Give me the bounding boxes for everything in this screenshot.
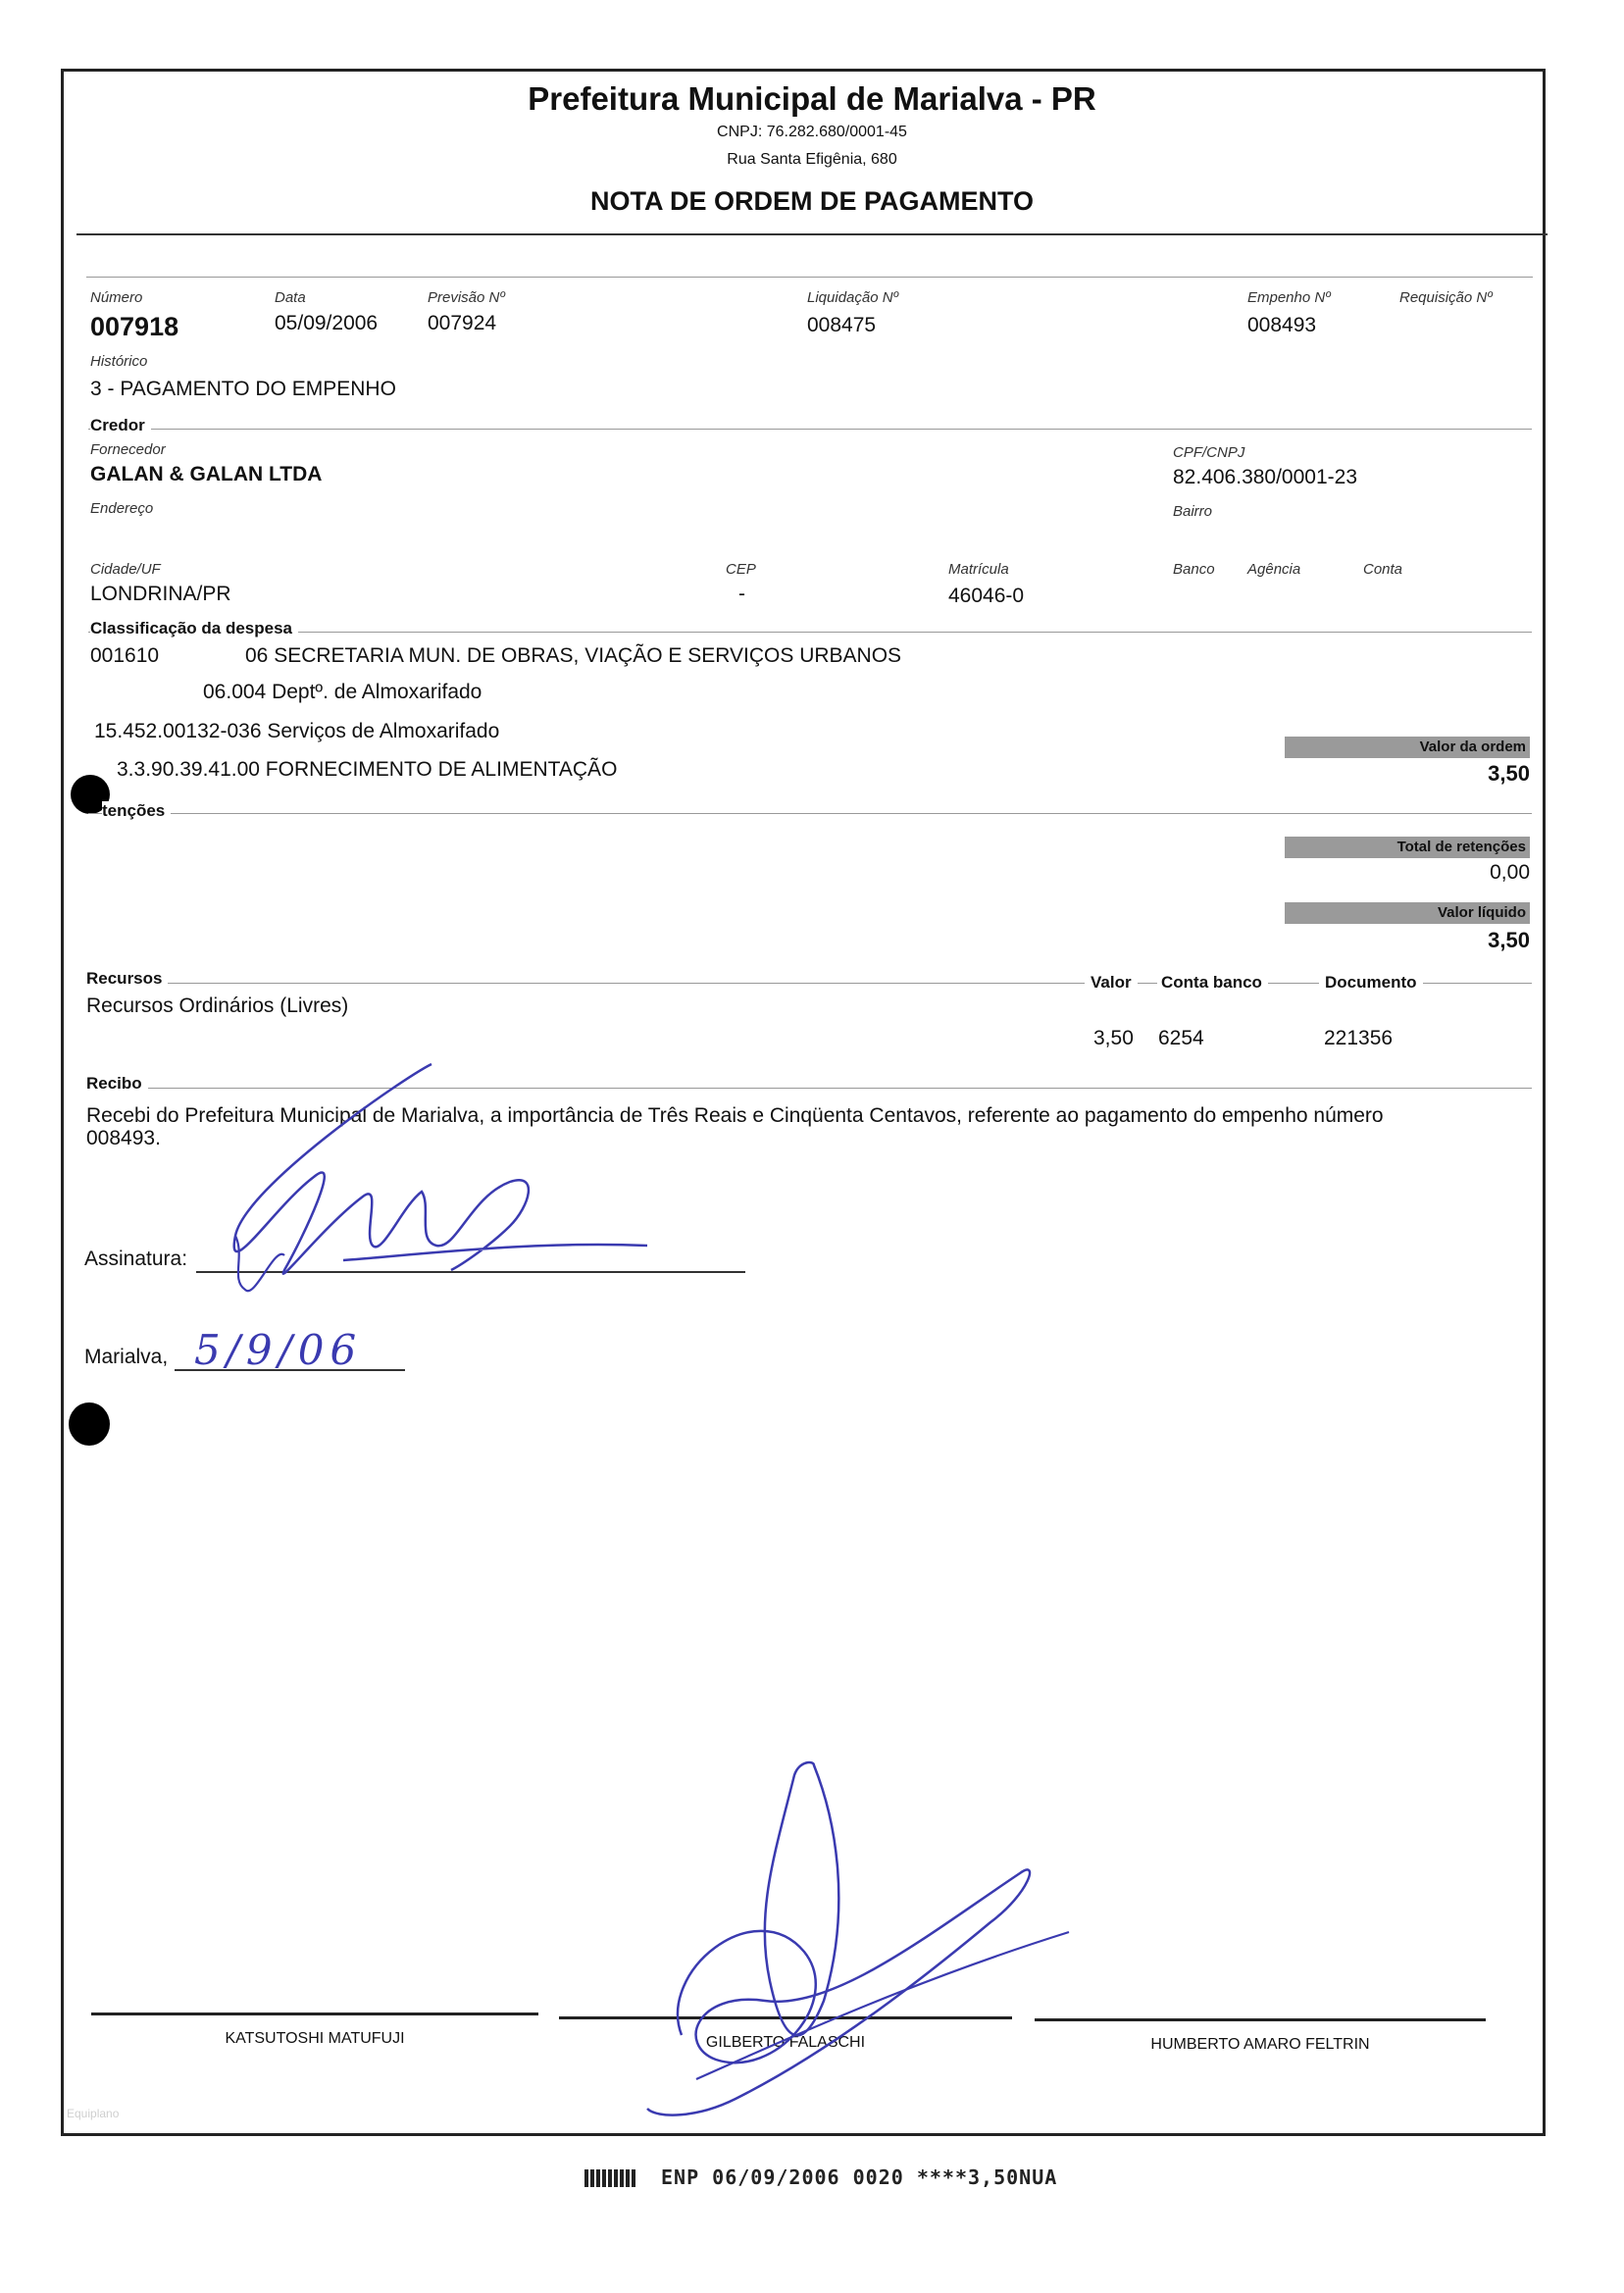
requisicao-label: Requisição Nº [1399, 289, 1493, 306]
cidade-value: LONDRINA/PR [90, 583, 231, 605]
header-divider [76, 233, 1548, 235]
bank-stamp-barcode [584, 2169, 635, 2187]
cep-label: CEP [726, 561, 756, 578]
cpf-value: 82.406.380/0001-23 [1173, 466, 1358, 488]
document-title: NOTA DE ORDEM DE PAGAMENTO [589, 186, 1034, 216]
credor-rule [88, 429, 1532, 430]
signatory-2-name: GILBERTO FALASCHI [705, 2034, 866, 2051]
retencoes-rule [88, 813, 1532, 814]
total-retencoes-value: 0,00 [1490, 861, 1530, 884]
liquidacao-value: 008475 [807, 314, 877, 336]
cidade-label: Cidade/UF [90, 561, 161, 578]
recipient-signature [216, 1059, 667, 1314]
empenho-value: 008493 [1247, 314, 1317, 336]
recursos-rule [88, 983, 1532, 984]
cpf-label: CPF/CNPJ [1173, 444, 1245, 461]
total-retencoes-label: Total de retenções [1285, 837, 1530, 858]
recibo-heading: Recibo [86, 1074, 148, 1094]
classificacao-funcional: 15.452.00132-036 Serviços de Almoxarifado [94, 720, 500, 742]
data-label: Data [275, 289, 306, 306]
classificacao-rule [88, 632, 1532, 633]
banco-label: Banco [1173, 561, 1215, 578]
recursos-fonte: Recursos Ordinários (Livres) [86, 994, 349, 1017]
matricula-label: Matrícula [948, 561, 1009, 578]
assinatura-label: Assinatura: [84, 1248, 188, 1270]
previsao-label: Previsão Nº [428, 289, 505, 306]
signature-line-3 [1035, 2018, 1486, 2021]
authorizer-signature [637, 1756, 1089, 2128]
signature-line-1 [91, 2013, 538, 2015]
recursos-conta-header: Conta banco [1157, 973, 1268, 993]
valor-liquido-value: 3,50 [1488, 928, 1530, 952]
handwritten-date: 5/9/06 [194, 1326, 363, 1374]
historico-label: Histórico [90, 353, 148, 370]
recursos-heading: Recursos [86, 969, 168, 989]
classificacao-code: 001610 [90, 644, 160, 667]
cep-value: - [738, 583, 745, 605]
top-rule [86, 277, 1533, 278]
recursos-documento-header: Documento [1319, 973, 1423, 993]
matricula-value: 46046-0 [948, 585, 1025, 607]
valor-liquido-label: Valor líquido [1285, 902, 1530, 924]
agencia-label: Agência [1247, 561, 1301, 578]
valor-ordem-value: 3,50 [1488, 761, 1530, 786]
header-cnpj: CNPJ: 76.282.680/0001-45 [717, 124, 907, 140]
recursos-documento: 221356 [1324, 1027, 1394, 1049]
previsao-value: 007924 [428, 312, 497, 334]
classificacao-secretaria: 06 SECRETARIA MUN. DE OBRAS, VIAÇÃO E SERVIÇOS URBANOS [245, 644, 902, 667]
bank-stamp: ENP 06/09/2006 0020 ****3,50NUA [661, 2166, 1058, 2189]
numero-value: 007918 [90, 312, 179, 341]
bairro-label: Bairro [1173, 503, 1213, 520]
punch-hole-mark-2 [69, 1402, 110, 1446]
recursos-conta-banco: 6254 [1158, 1027, 1204, 1049]
conta-label: Conta [1363, 561, 1403, 578]
credor-heading: Credor [90, 416, 151, 435]
historico-value: 3 - PAGAMENTO DO EMPENHO [90, 378, 396, 400]
data-value: 05/09/2006 [275, 312, 379, 334]
signatory-1-name: KATSUTOSHI MATUFUJI [225, 2030, 405, 2047]
valor-ordem-label: Valor da ordem [1285, 737, 1530, 758]
classificacao-heading: Classificação da despesa [90, 619, 298, 638]
local-data-label: Marialva, [84, 1346, 169, 1368]
retencoes-heading: tenções [102, 801, 171, 821]
signatory-3-name: HUMBERTO AMARO FELTRIN [1150, 2036, 1370, 2053]
empenho-label: Empenho Nº [1247, 289, 1331, 306]
fornecedor-value: GALAN & GALAN LTDA [90, 463, 323, 485]
liquidacao-label: Liquidação Nº [807, 289, 899, 306]
recursos-valor: 3,50 [1093, 1027, 1134, 1049]
header-address: Rua Santa Efigênia, 680 [727, 151, 897, 168]
page-title: Prefeitura Municipal de Marialva - PR [528, 80, 1096, 117]
numero-label: Número [90, 289, 143, 306]
recursos-valor-header: Valor [1085, 973, 1138, 993]
classificacao-elemento: 3.3.90.39.41.00 FORNECIMENTO DE ALIMENTAÇÃO [117, 758, 618, 781]
recibo-text: Recebi do Prefeitura Municipal de Marialva, a importância de Três Reais e Cinqüenta Centavos, referente ao pagamento do empenho número [86, 1104, 1384, 1127]
classificacao-departamento: 06.004 Deptº. de Almoxarifado [203, 681, 482, 703]
fornecedor-label: Fornecedor [90, 441, 166, 458]
endereco-label: Endereço [90, 500, 154, 517]
faint-watermark: Equiplano [67, 2107, 120, 2120]
recibo-text-empenho: 008493. [86, 1127, 161, 1149]
